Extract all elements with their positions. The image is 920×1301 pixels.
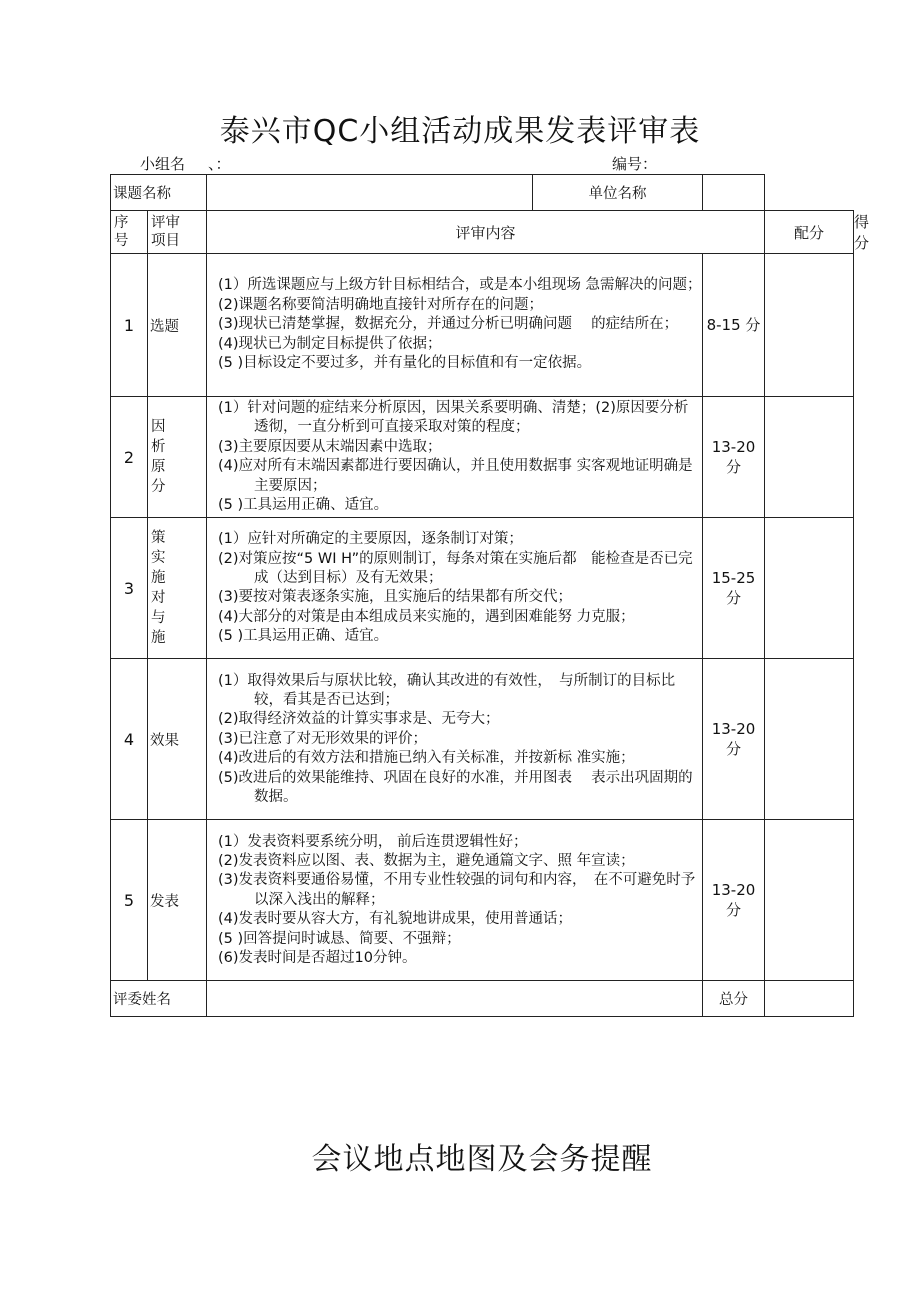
criteria-row	[111, 518, 854, 659]
row-score: 8-15 分	[703, 254, 765, 397]
criteria-item: (2)课题名称要简洁明确地直接针对所存在的问题；	[218, 296, 544, 313]
row-got-score[interactable]	[765, 820, 854, 981]
row-got-score[interactable]	[765, 518, 854, 659]
row-content	[207, 254, 703, 397]
content-header: 评审内容	[207, 211, 765, 254]
row-content	[207, 397, 703, 518]
criteria-row	[111, 254, 854, 397]
criteria-item: (3)已注意了对无形效果的评价；	[218, 730, 428, 747]
topic-name-value[interactable]	[207, 175, 533, 211]
row-score: 13-20分	[703, 397, 765, 518]
row-item: 选题	[148, 254, 207, 397]
row-score: 13-20分	[703, 820, 765, 981]
row-seq: 2	[111, 397, 148, 518]
row-seq: 1	[111, 254, 148, 397]
criteria-item: (4)改进后的有效方法和措施已纳入有关标准，并按新标 准实施；	[218, 750, 635, 767]
row-item: 因析原分	[148, 397, 207, 518]
criteria-row	[111, 659, 854, 820]
criteria-item: (1）发表资料要系统分明， 前后连贯逻辑性好；	[218, 833, 528, 850]
criteria-item: (5 )回答提问时诚恳、简要、不强辩；	[218, 930, 461, 947]
number-label: 编号：	[612, 155, 658, 173]
criteria-item: (1）取得效果后与原状比较，确认其改进的有效性， 与所制订的目标比较，看其是否已达到；	[218, 672, 676, 708]
criteria-item: (4)应对所有末端因素都进行要因确认，并且使用数据事 实客观地证明确是主要原因；	[218, 458, 693, 494]
criteria-item: (5)改进后的效果能维持、巩固在良好的水准，并用图表 表示出巩固期的数据。	[218, 769, 693, 805]
row-score: 15-25分	[703, 518, 765, 659]
criteria-item: (4)发表时要从容大方，有礼貌地讲成果，使用普通话；	[218, 911, 573, 928]
row-seq: 3	[111, 518, 148, 659]
row-got-score[interactable]	[765, 659, 854, 820]
row-got-score[interactable]	[765, 254, 854, 397]
score-header: 配分	[765, 211, 854, 254]
row-content	[207, 659, 703, 820]
criteria-item: (5 )目标设定不要过多，并有量化的目标值和有一定依据。	[218, 355, 592, 372]
criteria-item: (3)发表资料要通俗易懂，不用专业性较强的词句和内容， 在不可避免时予以深入浅出的解释；	[218, 872, 696, 908]
unit-name-label: 单位名称	[533, 175, 703, 211]
group-name-separator: 、：	[208, 155, 231, 173]
row-content	[207, 820, 703, 981]
judge-name-value[interactable]	[207, 981, 703, 1017]
criteria-item: (2)发表资料应以图、表、数据为主，避免通篇文字、照 年宣读；	[218, 852, 635, 869]
row-content	[207, 518, 703, 659]
total-value[interactable]	[765, 981, 854, 1017]
criteria-item: (6)发表时间是否超过10分钟。	[218, 949, 417, 966]
criteria-item: (1）针对问题的症结来分析原因，因果关系要明确、清楚；(2)原因要分析透彻，一直分析到可直接采取对策的程度；	[218, 400, 689, 436]
item-header: 评审项目	[148, 211, 207, 254]
judge-name-label: 评委姓名	[111, 981, 207, 1017]
row-item: 策实施对与施	[148, 518, 207, 659]
row-seq: 4	[111, 659, 148, 820]
page-title: 泰兴市QC小组活动成果发表评审表	[219, 114, 701, 149]
total-label: 总分	[703, 981, 765, 1017]
criteria-item: (3)主要原因要从末端因素中选取；	[218, 438, 442, 455]
group-name-label: 小组名	[140, 155, 186, 173]
criteria-item: (2)取得经济效益的计算实事求是、无夸大；	[218, 711, 500, 728]
criteria-item: (3)要按对策表逐条实施，且实施后的结果都有所交代；	[218, 589, 573, 606]
header-row: 序号 评审项目 评审内容 配分 得分	[111, 211, 854, 254]
criteria-row	[111, 820, 854, 981]
criteria-item: (5 )工具运用正确、适宜。	[218, 497, 389, 514]
row-seq: 5	[111, 820, 148, 981]
criteria-item: (1）应针对所确定的主要原因，逐条制订对策；	[218, 531, 523, 548]
footer-row	[111, 981, 854, 1017]
seq-header: 序号	[111, 211, 148, 254]
topic-row	[111, 175, 854, 211]
unit-name-value[interactable]	[703, 175, 765, 211]
row-item: 效果	[148, 659, 207, 820]
criteria-item: (4)现状已为制定目标提供了依据；	[218, 335, 442, 352]
row-score: 13-20分	[703, 659, 765, 820]
row-got-score[interactable]	[765, 397, 854, 518]
criteria-item: (1）所选课题应与上级方针目标相结合，或是本小组现场 急需解决的问题；	[218, 277, 702, 294]
section-subtitle: 会议地点地图及会务提醒	[311, 1142, 653, 1177]
criteria-item: (5 )工具运用正确、适宜。	[218, 628, 389, 645]
criteria-row	[111, 397, 854, 518]
criteria-item: (4)大部分的对策是由本组成员来实施的，遇到困难能努 力克服；	[218, 608, 635, 625]
row-item: 发表	[148, 820, 207, 981]
topic-name-label: 课题名称	[111, 175, 207, 211]
review-table	[110, 174, 870, 1017]
criteria-item: (3)现状已清楚掌握，数据充分，并通过分析已明确问题 的症结所在；	[218, 316, 679, 333]
criteria-item: (2)对策应按“5 WI H”的原则制订，每条对策在实施后都 能检查是否已完成（达到目标）及有无效果；	[218, 550, 693, 587]
